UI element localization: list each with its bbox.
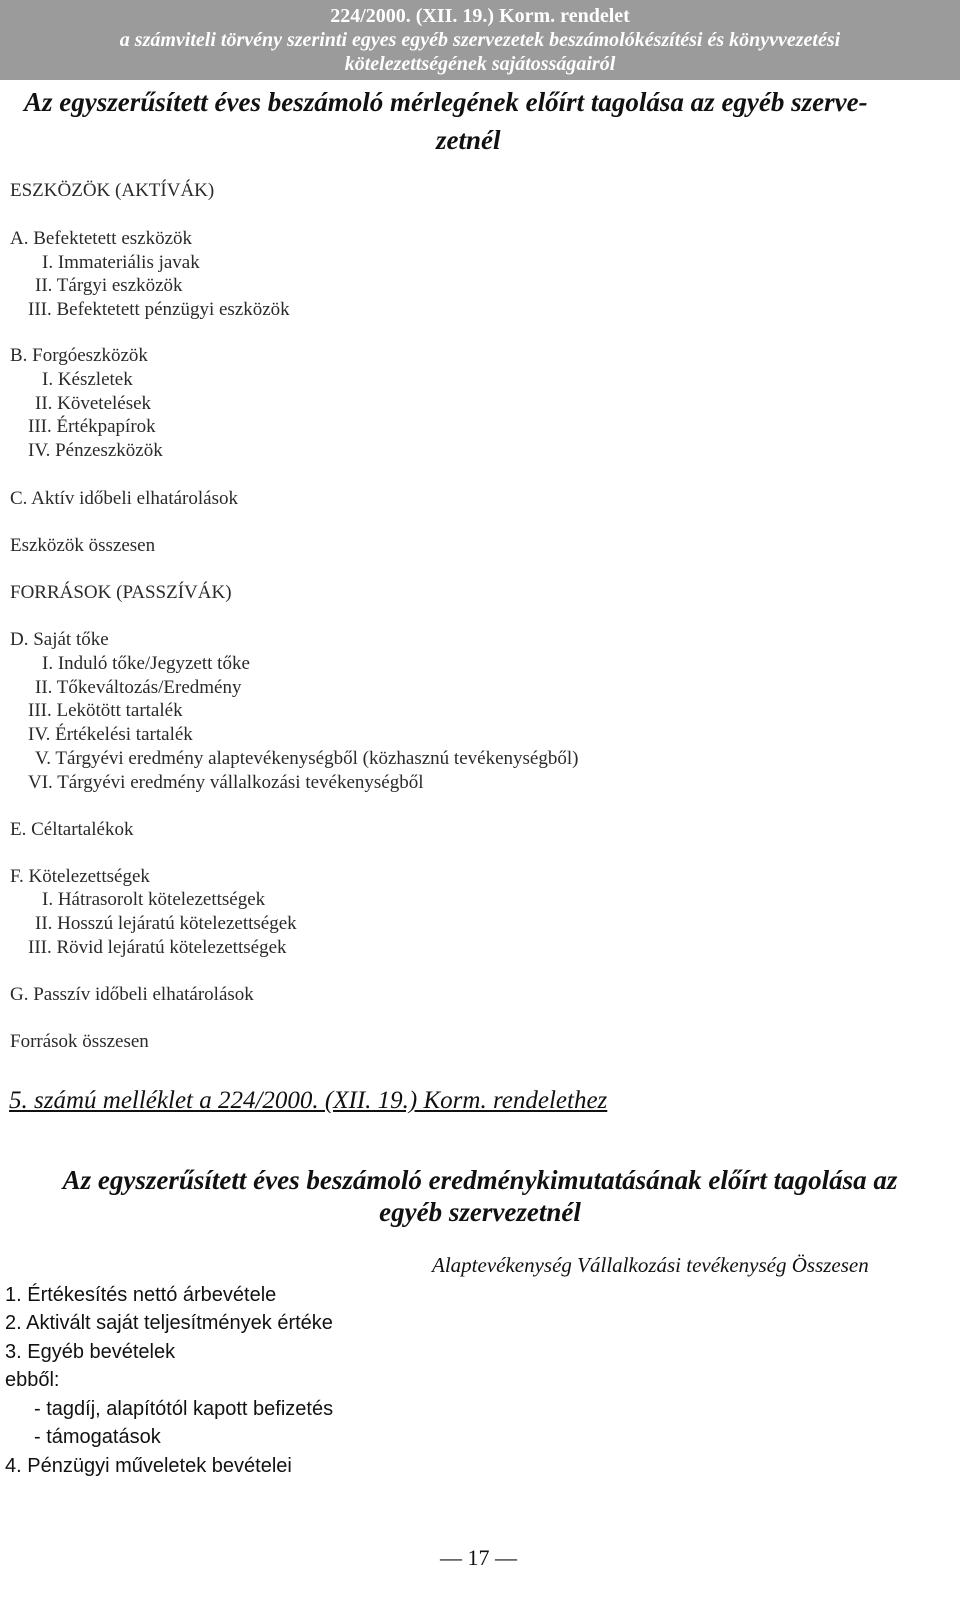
- balance-item-b3: III. Értékpapírok: [28, 416, 156, 437]
- income-row-grants: - támogatások: [34, 1426, 161, 1448]
- income-row-2: 2. Aktivált saját teljesítmények értéke: [5, 1312, 333, 1334]
- liabilities-total: Források összesen: [10, 1031, 149, 1052]
- income-column-headers: Alaptevékenység Vállalkozási tevékenység Összesen: [432, 1253, 869, 1277]
- balance-item-f2: II. Hosszú lejáratú kötelezettségek: [35, 913, 297, 934]
- balance-item-c: C. Aktív időbeli elhatárolások: [10, 488, 238, 509]
- balance-item-a: A. Befektetett eszközök: [10, 228, 193, 249]
- income-row-of-which: ebből:: [5, 1369, 60, 1391]
- balance-item-b4: IV. Pénzeszközök: [28, 440, 163, 461]
- income-row-membership-fee: - tagdíj, alapítótól kapott befizetés: [34, 1398, 334, 1420]
- income-title-line1: Az egyszerűsített éves beszámoló eredménykimutatásának előírt tagolása az: [62, 1165, 898, 1195]
- income-row-1: 1. Értékesítés nettó árbevétele: [5, 1284, 277, 1306]
- balance-item-b: B. Forgóeszközök: [10, 345, 148, 366]
- balance-item-f: F. Kötelezettségek: [10, 866, 150, 887]
- balance-item-d1: I. Induló tőke/Jegyzett tőke: [42, 653, 250, 674]
- balance-item-f3: III. Rövid lejáratú kötelezettségek: [28, 937, 287, 958]
- balance-item-d5: V. Tárgyévi eredmény alaptevékenységből (közhasznú tevékenységből): [35, 748, 579, 769]
- document-header: [0, 0, 960, 80]
- balance-item-b1: I. Készletek: [42, 369, 133, 390]
- header-decree-title-2: kötelezettségének sajátosságairól: [344, 53, 616, 75]
- balance-item-e: E. Céltartalékok: [10, 819, 134, 840]
- balance-item-d2: II. Tőkeváltozás/Eredmény: [35, 677, 242, 698]
- liabilities-heading: FORRÁSOK (PASSZÍVÁK): [10, 582, 232, 603]
- header-decree-number: 224/2000. (XII. 19.) Korm. rendelet: [330, 5, 630, 27]
- balance-item-f1: I. Hátrasorolt kötelezettségek: [42, 889, 266, 910]
- balance-item-d: D. Saját tőke: [10, 629, 109, 650]
- balance-item-a2: II. Tárgyi eszközök: [35, 275, 183, 296]
- page-number: — 17 —: [440, 1545, 517, 1570]
- income-row-3: 3. Egyéb bevételek: [5, 1341, 176, 1363]
- balance-title-line2: zetnél: [436, 125, 501, 155]
- balance-item-d6: VI. Tárgyévi eredmény vállalkozási tevékenységből: [28, 772, 424, 793]
- balance-item-g: G. Passzív időbeli elhatárolások: [10, 984, 254, 1005]
- assets-heading: ESZKÖZÖK (AKTÍVÁK): [10, 180, 215, 201]
- balance-item-a3: III. Befektetett pénzügyi eszközök: [28, 299, 290, 320]
- balance-title-line1: Az egyszerűsített éves beszámoló mérlegének előírt tagolása az egyéb szerve-: [24, 87, 868, 117]
- balance-item-a1: I. Immateriális javak: [42, 252, 200, 273]
- annex-heading: 5. számú melléklet a 224/2000. (XII. 19.) Korm. rendelethez: [9, 1087, 608, 1114]
- balance-item-d3: III. Lekötött tartalék: [28, 700, 183, 721]
- income-title-line2: egyéb szervezetnél: [379, 1197, 581, 1227]
- header-decree-title-1: a számviteli törvény szerinti egyes egyéb szervezetek beszámolókészítési és könyvvezetési: [119, 29, 841, 51]
- balance-item-d4: IV. Értékelési tartalék: [28, 724, 193, 745]
- income-row-4: 4. Pénzügyi műveletek bevételei: [5, 1455, 292, 1477]
- assets-total: Eszközök összesen: [10, 535, 156, 556]
- balance-item-b2: II. Követelések: [35, 393, 152, 414]
